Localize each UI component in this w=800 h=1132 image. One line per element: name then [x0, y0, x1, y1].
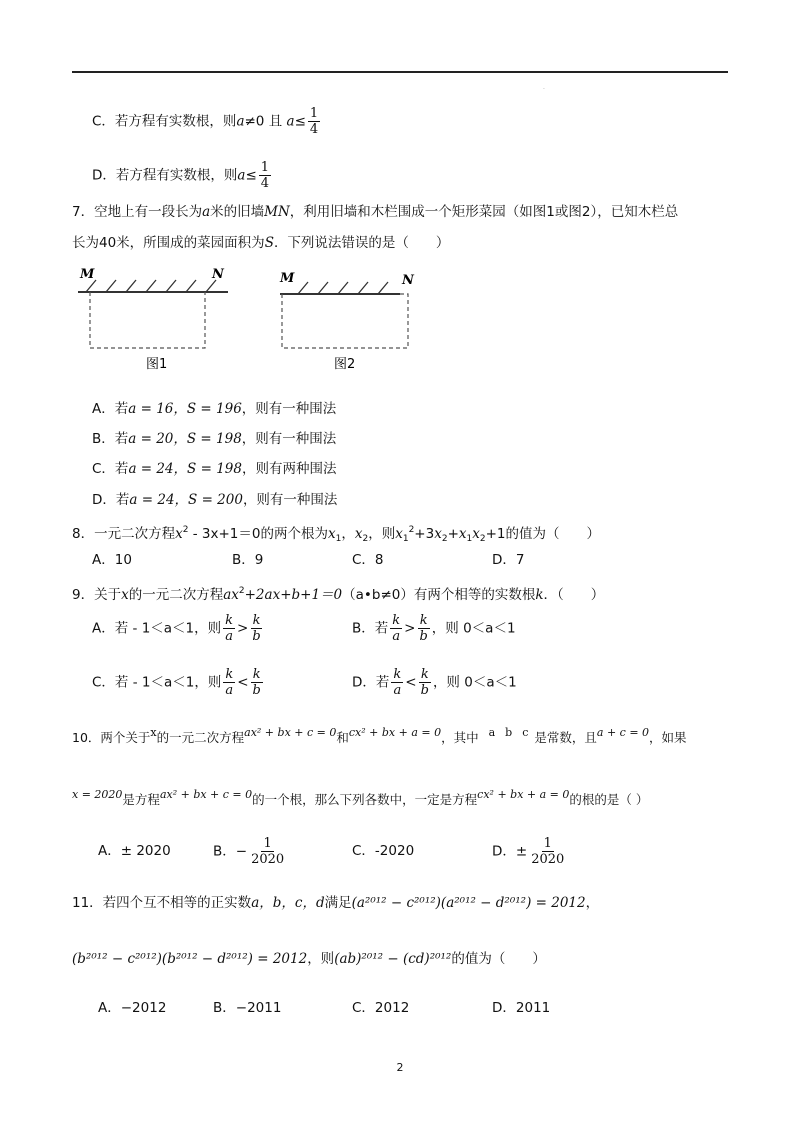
q8-option-b: B．9 — [232, 552, 264, 568]
q6-option-c: C．若方程有实数根，则a≠0 且 a≤ $\frac{1}{4}$ — [92, 106, 319, 137]
fig1-n-label: N — [212, 267, 224, 282]
fig2-fence — [282, 294, 408, 348]
q8-stem: 8．一元二次方程$x^2 - 3x+1=0$的两个根为$x_1$，$x_2$，则$x_1^2+3x_2+x_1x_2+1$的值为（ ） — [72, 525, 600, 544]
figure-1 — [78, 267, 228, 372]
header-rule — [72, 71, 728, 73]
q10-option-d: D．± $\frac{1}{2020}$ — [492, 836, 565, 867]
fig2-m-label: M — [280, 271, 295, 286]
fig1-fence — [90, 292, 205, 348]
header-dot: . — [543, 84, 545, 91]
q7-stem-line1: 7．空地上有一段长为a米的旧墙MN，利用旧墙和木栏围成一个矩形菜园（如图1或图2），已知木栏总 — [72, 204, 679, 220]
q6-d-fraction: $\frac{1}{4}$ — [260, 160, 270, 191]
q10-option-a: A．± 2020 — [98, 843, 171, 859]
q7-figures — [72, 262, 432, 378]
q8-option-d: D．7 — [492, 552, 525, 568]
q7-option-a: A．若a = 16，S = 196，则有一种围法 — [92, 401, 337, 417]
figure-2 — [279, 271, 415, 372]
fig2-n-label: N — [402, 273, 414, 288]
q8-option-c: C．8 — [352, 552, 384, 568]
q11-stem-line2: (b²⁰¹² − c²⁰¹²)(b²⁰¹² − d²⁰¹²) = 2012，则(ab)²⁰¹² − (cd)²⁰¹²的值为（ ） — [72, 951, 546, 967]
q10-stem-line2: x = 2020是方程ax² + bx + c = 0的一个根，那么下列各数中，一定是方程cx² + bx + a = 0的根的是（ ） — [72, 788, 649, 807]
q9-stem: 9．关于x的一元二次方程$ax^2+2ax+b+1=0(a•b\ne 0)$有两个相等的实数根k．（ ） — [72, 586, 605, 603]
q10-option-c: C．-2020 — [352, 843, 415, 859]
fig1-m-label: M — [80, 267, 95, 282]
fig1-caption: 图1 — [146, 357, 168, 372]
q11-stem-line1: 11．若四个互不相等的正实数a，b，c，d满足(a²⁰¹² − c²⁰¹²)(a²⁰¹² − d²⁰¹²) = 2012， — [72, 895, 600, 911]
fig2-wall-hatch — [298, 282, 388, 294]
q10-stem-line1: 10．两个关于x的一元二次方程ax² + bx + c = 0和cx² + bx + a = 0，其中 a b c 是常数，且a + c = 0，如果 — [72, 726, 687, 745]
fig1-wall-hatch — [86, 280, 216, 292]
q7-option-d: D．若a = 24，S = 200，则有一种围法 — [92, 492, 338, 508]
fig2-caption: 图2 — [334, 357, 356, 372]
q6-c-fraction: $\frac{1}{4}$ — [309, 106, 319, 137]
q11-option-d: D．2011 — [492, 1000, 551, 1016]
q7-stem-line2: 长为40米，所围成的菜园面积为S．下列说法错误的是（ ） — [72, 235, 450, 251]
q8-option-a: A．10 — [92, 552, 132, 568]
q11-option-a: A．−2012 — [98, 1000, 167, 1016]
q9-option-b: B．若 $\frac{k}{a}$ > $\frac{k}{b}$ ，则 0＜a＜1 — [352, 613, 516, 644]
q9-option-d: D．若 $\frac{k}{a}$ < $\frac{k}{b}$ ，则 0＜a＜1 — [352, 667, 517, 698]
q6-option-d: D．若方程有实数根，则a≤ $\frac{1}{4}$ — [92, 160, 270, 191]
q7-figure-svg — [72, 262, 432, 374]
q7-option-b: B．若a = 20，S = 198，则有一种围法 — [92, 431, 337, 447]
page-number: 2 — [396, 1061, 404, 1074]
q9-option-a: A．若 - 1＜a＜1，则 $\frac{k}{a}$ > $\frac{k}{b}$ — [92, 613, 261, 644]
q11-option-b: B．−2011 — [213, 1000, 282, 1016]
q10-option-b: B．− $\frac{1}{2020}$ — [213, 836, 285, 867]
q9-option-c: C．若 - 1＜a＜1，则 $\frac{k}{a}$ < $\frac{k}{b}$ — [92, 667, 261, 698]
q11-option-c: C．2012 — [352, 1000, 410, 1016]
q7-option-c: C．若a = 24，S = 198，则有两种围法 — [92, 461, 337, 477]
